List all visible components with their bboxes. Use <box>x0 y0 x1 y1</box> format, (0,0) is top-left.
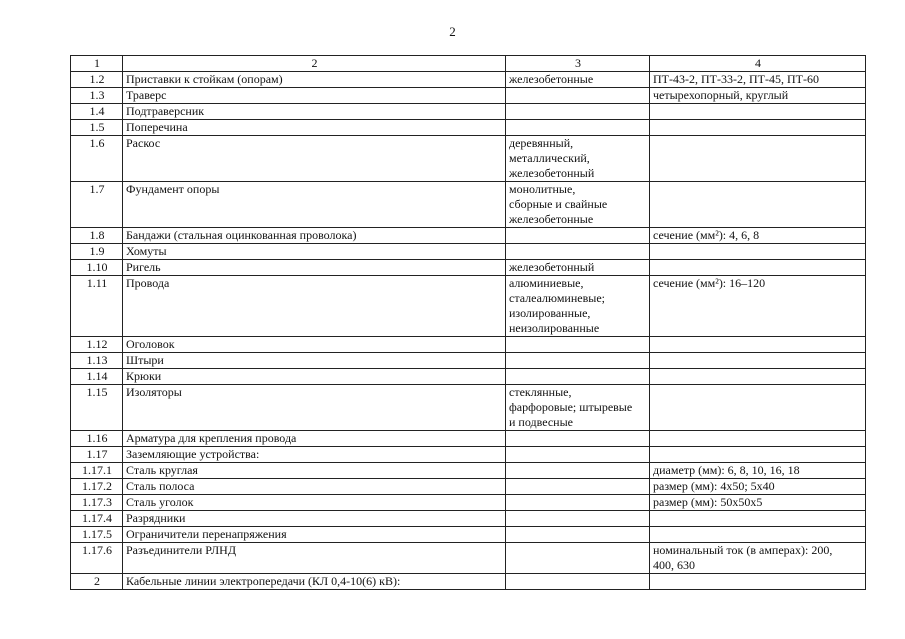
header-cell: 2 <box>123 56 506 72</box>
row-number-cell: 1.17.2 <box>71 479 123 495</box>
row-number-cell: 1.17.5 <box>71 527 123 543</box>
table-row <box>71 431 866 447</box>
row-number-cell: 1.5 <box>71 120 123 136</box>
row-number-cell: 1.17.3 <box>71 495 123 511</box>
header-cell: 1 <box>71 56 123 72</box>
table-row <box>71 385 866 431</box>
row-number-cell: 1.2 <box>71 72 123 88</box>
table-row <box>71 337 866 353</box>
row-name-cell: Ригель <box>123 260 506 276</box>
row-material-cell: железобетонный <box>506 260 650 276</box>
row-spec-cell <box>650 369 866 385</box>
row-name-cell: Крюки <box>123 369 506 385</box>
row-number-cell: 1.9 <box>71 244 123 260</box>
row-spec-cell: размер (мм): 50x50x5 <box>650 495 866 511</box>
row-spec-cell <box>650 385 866 431</box>
row-spec-cell: диаметр (мм): 6, 8, 10, 16, 18 <box>650 463 866 479</box>
spec-table <box>70 55 866 590</box>
row-name-cell: Разъединители РЛНД <box>123 543 506 574</box>
row-spec-cell <box>650 120 866 136</box>
row-name-cell: Арматура для крепления провода <box>123 431 506 447</box>
row-spec-cell: ПТ-43-2, ПТ-33-2, ПТ-45, ПТ-60 <box>650 72 866 88</box>
row-name-cell: Штыри <box>123 353 506 369</box>
table-row <box>71 120 866 136</box>
row-material-cell: алюминиевые, сталеалюминевые; изолированные, неизолированные <box>506 276 650 337</box>
table-row <box>71 574 866 590</box>
row-number-cell: 1.10 <box>71 260 123 276</box>
table-row <box>71 479 866 495</box>
table-row <box>71 353 866 369</box>
header-cell: 4 <box>650 56 866 72</box>
row-spec-cell <box>650 527 866 543</box>
row-material-cell <box>506 244 650 260</box>
row-material-cell <box>506 431 650 447</box>
table-row <box>71 260 866 276</box>
row-spec-cell <box>650 136 866 182</box>
row-spec-cell <box>650 104 866 120</box>
row-name-cell: Приставки к стойкам (опорам) <box>123 72 506 88</box>
row-spec-cell: сечение (мм²): 16–120 <box>650 276 866 337</box>
table-row <box>71 276 866 337</box>
table-row <box>71 72 866 88</box>
row-spec-cell <box>650 182 866 228</box>
row-material-cell <box>506 479 650 495</box>
row-number-cell: 1.12 <box>71 337 123 353</box>
row-number-cell: 1.6 <box>71 136 123 182</box>
table-row <box>71 543 866 574</box>
row-material-cell <box>506 120 650 136</box>
row-material-cell <box>506 463 650 479</box>
row-number-cell: 1.16 <box>71 431 123 447</box>
row-name-cell: Сталь круглая <box>123 463 506 479</box>
row-spec-cell: сечение (мм²): 4, 6, 8 <box>650 228 866 244</box>
row-name-cell: Изоляторы <box>123 385 506 431</box>
row-number-cell: 1.17.1 <box>71 463 123 479</box>
table-row <box>71 495 866 511</box>
row-number-cell: 1.13 <box>71 353 123 369</box>
header-cell: 3 <box>506 56 650 72</box>
row-spec-cell <box>650 447 866 463</box>
row-spec-cell: номинальный ток (в амперах): 200, 400, 630 <box>650 543 866 574</box>
row-material-cell <box>506 495 650 511</box>
row-name-cell: Подтраверсник <box>123 104 506 120</box>
table-header-row <box>71 56 866 72</box>
row-name-cell: Сталь полоса <box>123 479 506 495</box>
row-name-cell: Ограничители перенапряжения <box>123 527 506 543</box>
row-spec-cell <box>650 574 866 590</box>
row-number-cell: 1.8 <box>71 228 123 244</box>
row-material-cell <box>506 228 650 244</box>
row-name-cell: Разрядники <box>123 511 506 527</box>
row-material-cell <box>506 88 650 104</box>
row-name-cell: Кабельные линии электропередачи (КЛ 0,4-10(6) кВ): <box>123 574 506 590</box>
row-spec-cell <box>650 431 866 447</box>
row-number-cell: 1.7 <box>71 182 123 228</box>
row-material-cell <box>506 511 650 527</box>
row-name-cell: Траверс <box>123 88 506 104</box>
row-spec-cell: размер (мм): 4x50; 5x40 <box>650 479 866 495</box>
row-name-cell: Поперечина <box>123 120 506 136</box>
row-name-cell: Фундамент опоры <box>123 182 506 228</box>
row-name-cell: Сталь уголок <box>123 495 506 511</box>
row-number-cell: 1.11 <box>71 276 123 337</box>
row-number-cell: 2 <box>71 574 123 590</box>
row-number-cell: 1.14 <box>71 369 123 385</box>
row-name-cell: Бандажи (стальная оцинкованная проволока) <box>123 228 506 244</box>
row-name-cell: Провода <box>123 276 506 337</box>
row-spec-cell <box>650 244 866 260</box>
row-name-cell: Заземляющие устройства: <box>123 447 506 463</box>
row-number-cell: 1.17.6 <box>71 543 123 574</box>
row-spec-cell <box>650 260 866 276</box>
row-name-cell: Хомуты <box>123 244 506 260</box>
row-material-cell: стеклянные, фарфоровые; штыревые и подвесные <box>506 385 650 431</box>
row-spec-cell <box>650 511 866 527</box>
row-spec-cell: четырехопорный, круглый <box>650 88 866 104</box>
row-material-cell <box>506 527 650 543</box>
table-row <box>71 511 866 527</box>
row-material-cell: железобетонные <box>506 72 650 88</box>
row-material-cell <box>506 337 650 353</box>
row-material-cell: монолитные, сборные и свайные железобетонные <box>506 182 650 228</box>
table-row <box>71 104 866 120</box>
row-name-cell: Оголовок <box>123 337 506 353</box>
page-number: 2 <box>449 24 456 39</box>
row-spec-cell <box>650 353 866 369</box>
row-material-cell <box>506 369 650 385</box>
table-row <box>71 463 866 479</box>
row-number-cell: 1.15 <box>71 385 123 431</box>
row-material-cell <box>506 353 650 369</box>
row-material-cell <box>506 543 650 574</box>
row-material-cell <box>506 447 650 463</box>
table-row <box>71 88 866 104</box>
table-row <box>71 447 866 463</box>
table-row <box>71 182 866 228</box>
row-spec-cell <box>650 337 866 353</box>
table-row <box>71 136 866 182</box>
row-number-cell: 1.17.4 <box>71 511 123 527</box>
row-material-cell <box>506 574 650 590</box>
row-material-cell <box>506 104 650 120</box>
row-number-cell: 1.17 <box>71 447 123 463</box>
row-name-cell: Раскос <box>123 136 506 182</box>
row-material-cell: деревянный, металлический, железобетонный <box>506 136 650 182</box>
table-row <box>71 228 866 244</box>
row-number-cell: 1.3 <box>71 88 123 104</box>
row-number-cell: 1.4 <box>71 104 123 120</box>
table-row <box>71 244 866 260</box>
table-row <box>71 369 866 385</box>
table-row <box>71 527 866 543</box>
